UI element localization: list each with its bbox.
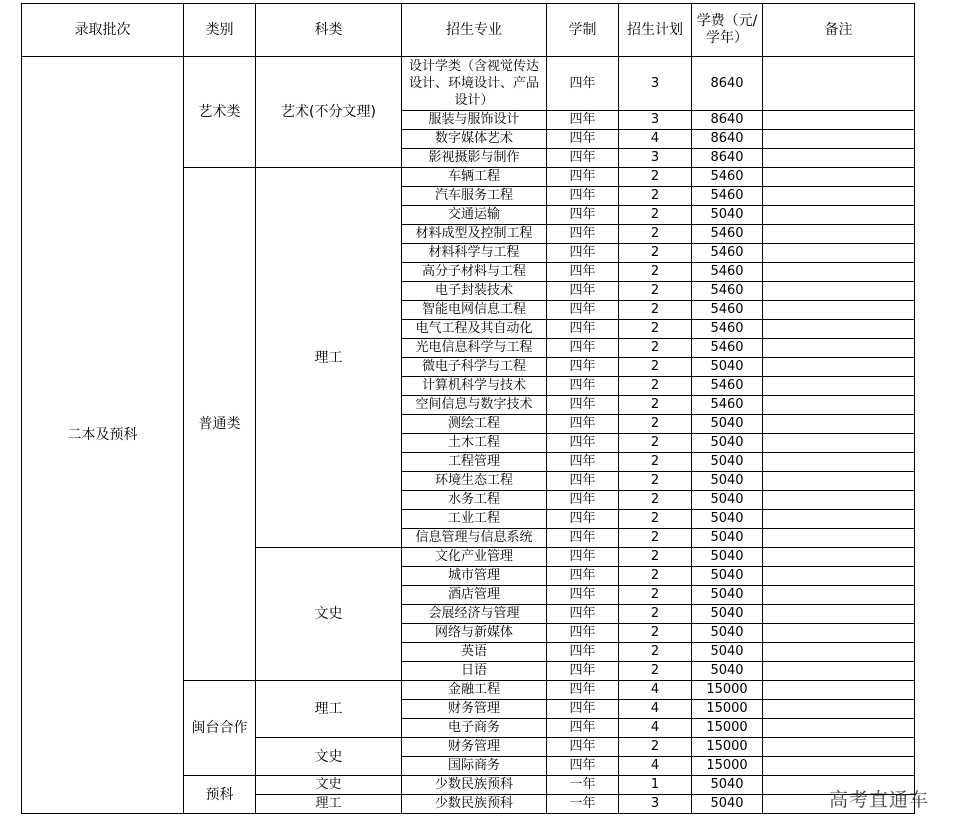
plan-cell: 2 [619, 244, 692, 263]
plan-cell: 2 [619, 548, 692, 567]
years-cell: 四年 [547, 510, 619, 529]
note-cell [763, 415, 915, 434]
fee-cell: 5460 [692, 377, 763, 396]
note-cell [763, 187, 915, 206]
major-cell: 会展经济与管理 [402, 605, 547, 624]
plan-cell: 2 [619, 168, 692, 187]
years-cell: 四年 [547, 187, 619, 206]
plan-cell: 2 [619, 225, 692, 244]
years-cell: 四年 [547, 738, 619, 757]
header-major: 招生专业 [402, 4, 547, 57]
years-cell: 四年 [547, 415, 619, 434]
header-batch: 录取批次 [22, 4, 184, 57]
subject-sci: 理工 [256, 168, 402, 548]
plan-cell: 2 [619, 358, 692, 377]
fee-cell: 5460 [692, 244, 763, 263]
years-cell: 四年 [547, 339, 619, 358]
category-minti: 闽台合作 [184, 681, 256, 776]
major-cell: 少数民族预科 [402, 795, 547, 814]
major-cell: 金融工程 [402, 681, 547, 700]
header-fee: 学费（元/学年） [692, 4, 763, 57]
note-cell [763, 605, 915, 624]
major-cell: 数字媒体艺术 [402, 130, 547, 149]
plan-cell: 2 [619, 472, 692, 491]
major-cell: 汽车服务工程 [402, 187, 547, 206]
enrollment-plan-table [21, 3, 915, 814]
note-cell [763, 719, 915, 738]
major-cell: 影视摄影与制作 [402, 149, 547, 168]
fee-cell: 5040 [692, 206, 763, 225]
fee-cell: 5040 [692, 662, 763, 681]
major-cell: 城市管理 [402, 567, 547, 586]
plan-cell: 2 [619, 510, 692, 529]
years-cell: 四年 [547, 111, 619, 130]
plan-cell: 2 [619, 263, 692, 282]
years-cell: 四年 [547, 605, 619, 624]
major-cell: 智能电网信息工程 [402, 301, 547, 320]
major-cell: 电气工程及其自动化 [402, 320, 547, 339]
years-cell: 四年 [547, 263, 619, 282]
plan-cell: 2 [619, 567, 692, 586]
major-cell: 少数民族预科 [402, 776, 547, 795]
years-cell: 四年 [547, 396, 619, 415]
plan-cell: 2 [619, 434, 692, 453]
note-cell [763, 700, 915, 719]
years-cell: 四年 [547, 472, 619, 491]
fee-cell: 8640 [692, 111, 763, 130]
header-note: 备注 [763, 4, 915, 57]
major-cell: 英语 [402, 643, 547, 662]
note-cell [763, 301, 915, 320]
years-cell: 四年 [547, 491, 619, 510]
subject-prep-lib: 文史 [256, 776, 402, 795]
fee-cell: 5040 [692, 795, 763, 814]
major-cell: 工业工程 [402, 510, 547, 529]
fee-cell: 8640 [692, 57, 763, 111]
plan-cell: 4 [619, 757, 692, 776]
header-years: 学制 [547, 4, 619, 57]
major-cell: 交通运输 [402, 206, 547, 225]
fee-cell: 5040 [692, 529, 763, 548]
fee-cell: 5460 [692, 168, 763, 187]
years-cell: 四年 [547, 434, 619, 453]
note-cell [763, 529, 915, 548]
plan-cell: 4 [619, 130, 692, 149]
years-cell: 四年 [547, 700, 619, 719]
fee-cell: 5040 [692, 358, 763, 377]
plan-cell: 1 [619, 776, 692, 795]
note-cell [763, 225, 915, 244]
major-cell: 微电子科学与工程 [402, 358, 547, 377]
plan-cell: 2 [619, 396, 692, 415]
watermark-text: 高考直通车 [828, 789, 929, 811]
fee-cell: 5040 [692, 510, 763, 529]
major-cell: 酒店管理 [402, 586, 547, 605]
plan-cell: 2 [619, 187, 692, 206]
note-cell [763, 358, 915, 377]
plan-cell: 3 [619, 111, 692, 130]
years-cell: 四年 [547, 57, 619, 111]
note-cell [763, 491, 915, 510]
note-cell [763, 643, 915, 662]
note-cell [763, 263, 915, 282]
years-cell: 四年 [547, 529, 619, 548]
major-cell: 土木工程 [402, 434, 547, 453]
plan-cell: 3 [619, 57, 692, 111]
fee-cell: 15000 [692, 700, 763, 719]
major-cell: 计算机科学与技术 [402, 377, 547, 396]
fee-cell: 5460 [692, 187, 763, 206]
major-cell: 环境生态工程 [402, 472, 547, 491]
subject-minti-sci: 理工 [256, 681, 402, 738]
years-cell: 四年 [547, 225, 619, 244]
fee-cell: 5040 [692, 491, 763, 510]
major-cell: 财务管理 [402, 738, 547, 757]
plan-cell: 4 [619, 719, 692, 738]
major-cell: 财务管理 [402, 700, 547, 719]
years-cell: 一年 [547, 776, 619, 795]
plan-cell: 2 [619, 586, 692, 605]
plan-cell: 3 [619, 149, 692, 168]
fee-cell: 15000 [692, 719, 763, 738]
major-cell: 光电信息科学与工程 [402, 339, 547, 358]
plan-cell: 2 [619, 453, 692, 472]
note-cell [763, 510, 915, 529]
note-cell [763, 624, 915, 643]
fee-cell: 5460 [692, 320, 763, 339]
note-cell [763, 168, 915, 187]
fee-cell: 5460 [692, 339, 763, 358]
fee-cell: 8640 [692, 130, 763, 149]
plan-cell: 2 [619, 339, 692, 358]
major-cell: 测绘工程 [402, 415, 547, 434]
years-cell: 一年 [547, 795, 619, 814]
note-cell [763, 681, 915, 700]
plan-cell: 2 [619, 529, 692, 548]
fee-cell: 5040 [692, 567, 763, 586]
years-cell: 四年 [547, 548, 619, 567]
subject-prep-sci: 理工 [256, 795, 402, 814]
years-cell: 四年 [547, 130, 619, 149]
plan-cell: 2 [619, 605, 692, 624]
plan-cell: 2 [619, 415, 692, 434]
fee-cell: 5040 [692, 548, 763, 567]
fee-cell: 5040 [692, 776, 763, 795]
major-cell: 水务工程 [402, 491, 547, 510]
years-cell: 四年 [547, 301, 619, 320]
years-cell: 四年 [547, 282, 619, 301]
major-cell: 设计学类（含视觉传达设计、环境设计、产品设计） [402, 57, 547, 111]
fee-cell: 5040 [692, 586, 763, 605]
fee-cell: 5040 [692, 415, 763, 434]
note-cell [763, 434, 915, 453]
note-cell [763, 320, 915, 339]
major-cell: 文化产业管理 [402, 548, 547, 567]
fee-cell: 15000 [692, 681, 763, 700]
years-cell: 四年 [547, 662, 619, 681]
fee-cell: 5040 [692, 605, 763, 624]
batch-cell: 二本及预科 [22, 57, 184, 814]
years-cell: 四年 [547, 358, 619, 377]
table-body [22, 57, 915, 814]
years-cell: 四年 [547, 567, 619, 586]
plan-cell: 4 [619, 700, 692, 719]
major-cell: 信息管理与信息系统 [402, 529, 547, 548]
note-cell [763, 396, 915, 415]
header-row [22, 4, 915, 57]
plan-cell: 2 [619, 738, 692, 757]
fee-cell: 5040 [692, 624, 763, 643]
major-cell: 国际商务 [402, 757, 547, 776]
fee-cell: 5460 [692, 263, 763, 282]
header-category: 类别 [184, 4, 256, 57]
fee-cell: 8640 [692, 149, 763, 168]
years-cell: 四年 [547, 624, 619, 643]
plan-cell: 2 [619, 491, 692, 510]
fee-cell: 5040 [692, 453, 763, 472]
header-plan: 招生计划 [619, 4, 692, 57]
plan-cell: 2 [619, 624, 692, 643]
fee-cell: 5460 [692, 225, 763, 244]
major-cell: 高分子材料与工程 [402, 263, 547, 282]
plan-cell: 2 [619, 206, 692, 225]
note-cell [763, 757, 915, 776]
years-cell: 四年 [547, 719, 619, 738]
years-cell: 四年 [547, 681, 619, 700]
major-cell: 电子商务 [402, 719, 547, 738]
plan-cell: 2 [619, 377, 692, 396]
header-subject: 科类 [256, 4, 402, 57]
major-cell: 空间信息与数字技术 [402, 396, 547, 415]
note-cell [763, 130, 915, 149]
plan-cell: 2 [619, 282, 692, 301]
years-cell: 四年 [547, 643, 619, 662]
fee-cell: 5460 [692, 396, 763, 415]
note-cell [763, 339, 915, 358]
years-cell: 四年 [547, 168, 619, 187]
note-cell [763, 472, 915, 491]
note-cell [763, 567, 915, 586]
note-cell [763, 57, 915, 111]
subject-lib: 文史 [256, 548, 402, 681]
category-art: 艺术类 [184, 57, 256, 168]
note-cell [763, 282, 915, 301]
years-cell: 四年 [547, 453, 619, 472]
years-cell: 四年 [547, 149, 619, 168]
plan-cell: 2 [619, 301, 692, 320]
major-cell: 材料成型及控制工程 [402, 225, 547, 244]
fee-cell: 5040 [692, 643, 763, 662]
note-cell [763, 453, 915, 472]
subject-minti-lib: 文史 [256, 738, 402, 776]
years-cell: 四年 [547, 244, 619, 263]
note-cell [763, 111, 915, 130]
major-cell: 日语 [402, 662, 547, 681]
major-cell: 网络与新媒体 [402, 624, 547, 643]
note-cell [763, 548, 915, 567]
plan-cell: 2 [619, 320, 692, 339]
years-cell: 四年 [547, 320, 619, 339]
fee-cell: 15000 [692, 757, 763, 776]
note-cell [763, 206, 915, 225]
note-cell [763, 244, 915, 263]
fee-cell: 5040 [692, 472, 763, 491]
major-cell: 电子封装技术 [402, 282, 547, 301]
note-cell [763, 377, 915, 396]
subject-art: 艺术(不分文理) [256, 57, 402, 168]
plan-cell: 4 [619, 681, 692, 700]
category-general: 普通类 [184, 168, 256, 681]
plan-cell: 2 [619, 643, 692, 662]
plan-cell: 3 [619, 795, 692, 814]
major-cell: 材料科学与工程 [402, 244, 547, 263]
years-cell: 四年 [547, 586, 619, 605]
major-cell: 工程管理 [402, 453, 547, 472]
years-cell: 四年 [547, 757, 619, 776]
category-prep: 预科 [184, 776, 256, 814]
note-cell [763, 149, 915, 168]
fee-cell: 5460 [692, 301, 763, 320]
note-cell [763, 662, 915, 681]
note-cell [763, 586, 915, 605]
fee-cell: 15000 [692, 738, 763, 757]
fee-cell: 5040 [692, 434, 763, 453]
plan-cell: 2 [619, 662, 692, 681]
major-cell: 车辆工程 [402, 168, 547, 187]
major-cell: 服装与服饰设计 [402, 111, 547, 130]
fee-cell: 5460 [692, 282, 763, 301]
years-cell: 四年 [547, 206, 619, 225]
note-cell [763, 738, 915, 757]
table-row [22, 57, 915, 111]
years-cell: 四年 [547, 377, 619, 396]
